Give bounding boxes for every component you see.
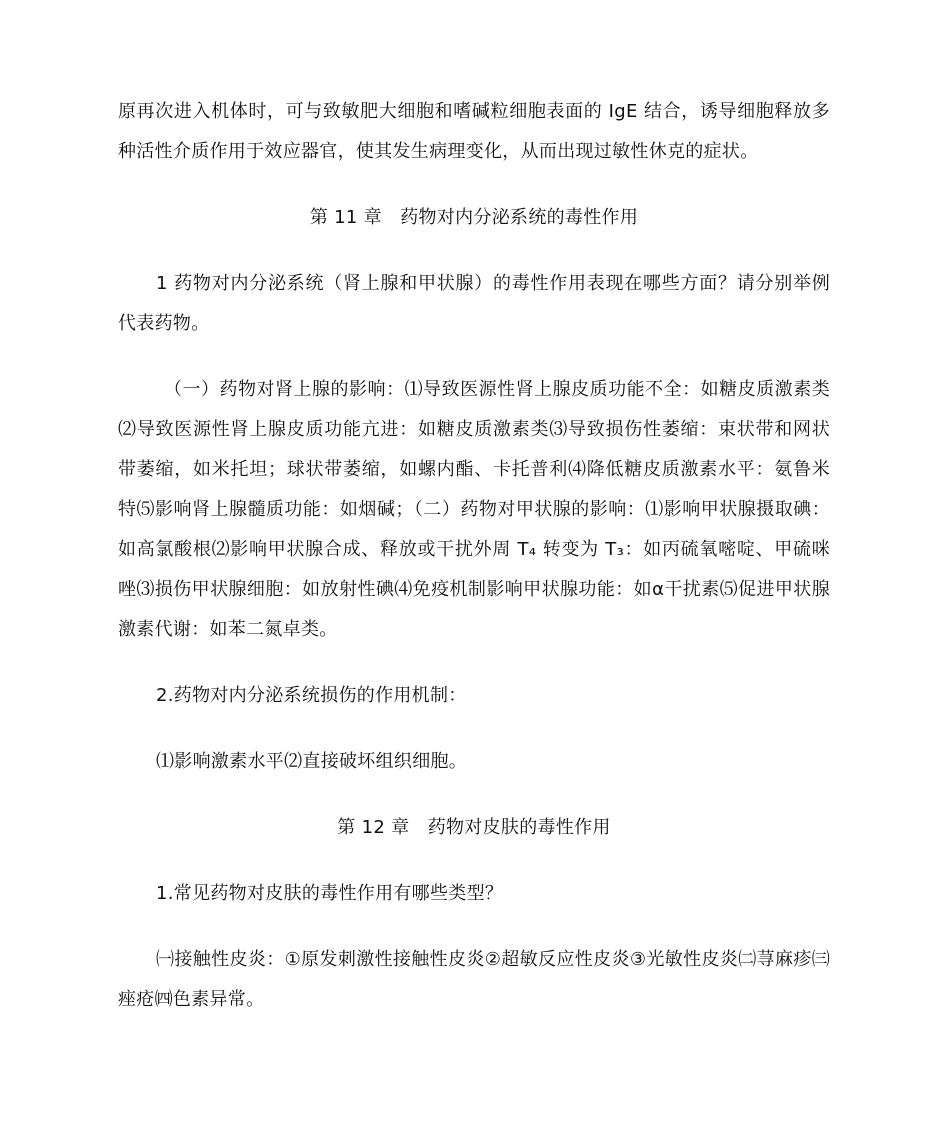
answer-3: ㈠接触性皮炎：①原发刺激性接触性皮炎②超敏反应性皮炎③光敏性皮炎㈡荨麻疹㈢痤疮㈣色素异常。: [118, 949, 830, 1010]
question-3: 1.常见药物对皮肤的毒性作用有哪些类型？: [156, 883, 504, 904]
answer-1: （一）药物对肾上腺的影响：⑴导致医源性肾上腺皮质功能不全：如糖皮质激素类⑵导致医源性肾上腺皮质功能亢进：如糖皮质激素类⑶导致损伤性萎缩：束状带和网状带萎缩，如米托坦；球状带萎缩，如螺内酯、卡托普利⑷降低糖皮质激素水平：氨鲁米特⑸影响肾上腺髓质功能：如烟碱；（二）药物对甲状腺的影响：⑴影响甲状腺摄取碘：如高氯酸根⑵影响甲状腺合成、释放或干扰外周 T₄ 转变为 T₃：如丙硫氧嘧啶、甲硫咪唑⑶损伤甲状腺细胞：如放射性碘⑷免疫机制影响甲状腺功能：如α干扰素⑸促进甲状腺激素代谢：如苯二氮卓类。: [118, 379, 830, 640]
chapter-12-heading: 第 12 章 药物对皮肤的毒性作用: [337, 817, 611, 838]
chapter-11-heading: 第 11 章 药物对内分泌系统的毒性作用: [309, 207, 639, 228]
answer-2: ⑴影响激素水平⑵直接破坏组织细胞。: [156, 751, 468, 772]
question-1: 1 药物对内分泌系统（肾上腺和甲状腺）的毒性作用表现在哪些方面？请分别举例代表药物。: [118, 273, 830, 334]
question-2: 2.药物对内分泌系统损伤的作用机制：: [156, 685, 467, 706]
paragraph-continuation: 原再次进入机体时，可与致敏肥大细胞和嗜碱粒细胞表面的 IgE 结合，诱导细胞释放多种活性介质作用于效应器官，使其发生病理变化，从而出现过敏性休克的症状。: [118, 101, 830, 162]
document-page: [118, 92, 830, 1020]
